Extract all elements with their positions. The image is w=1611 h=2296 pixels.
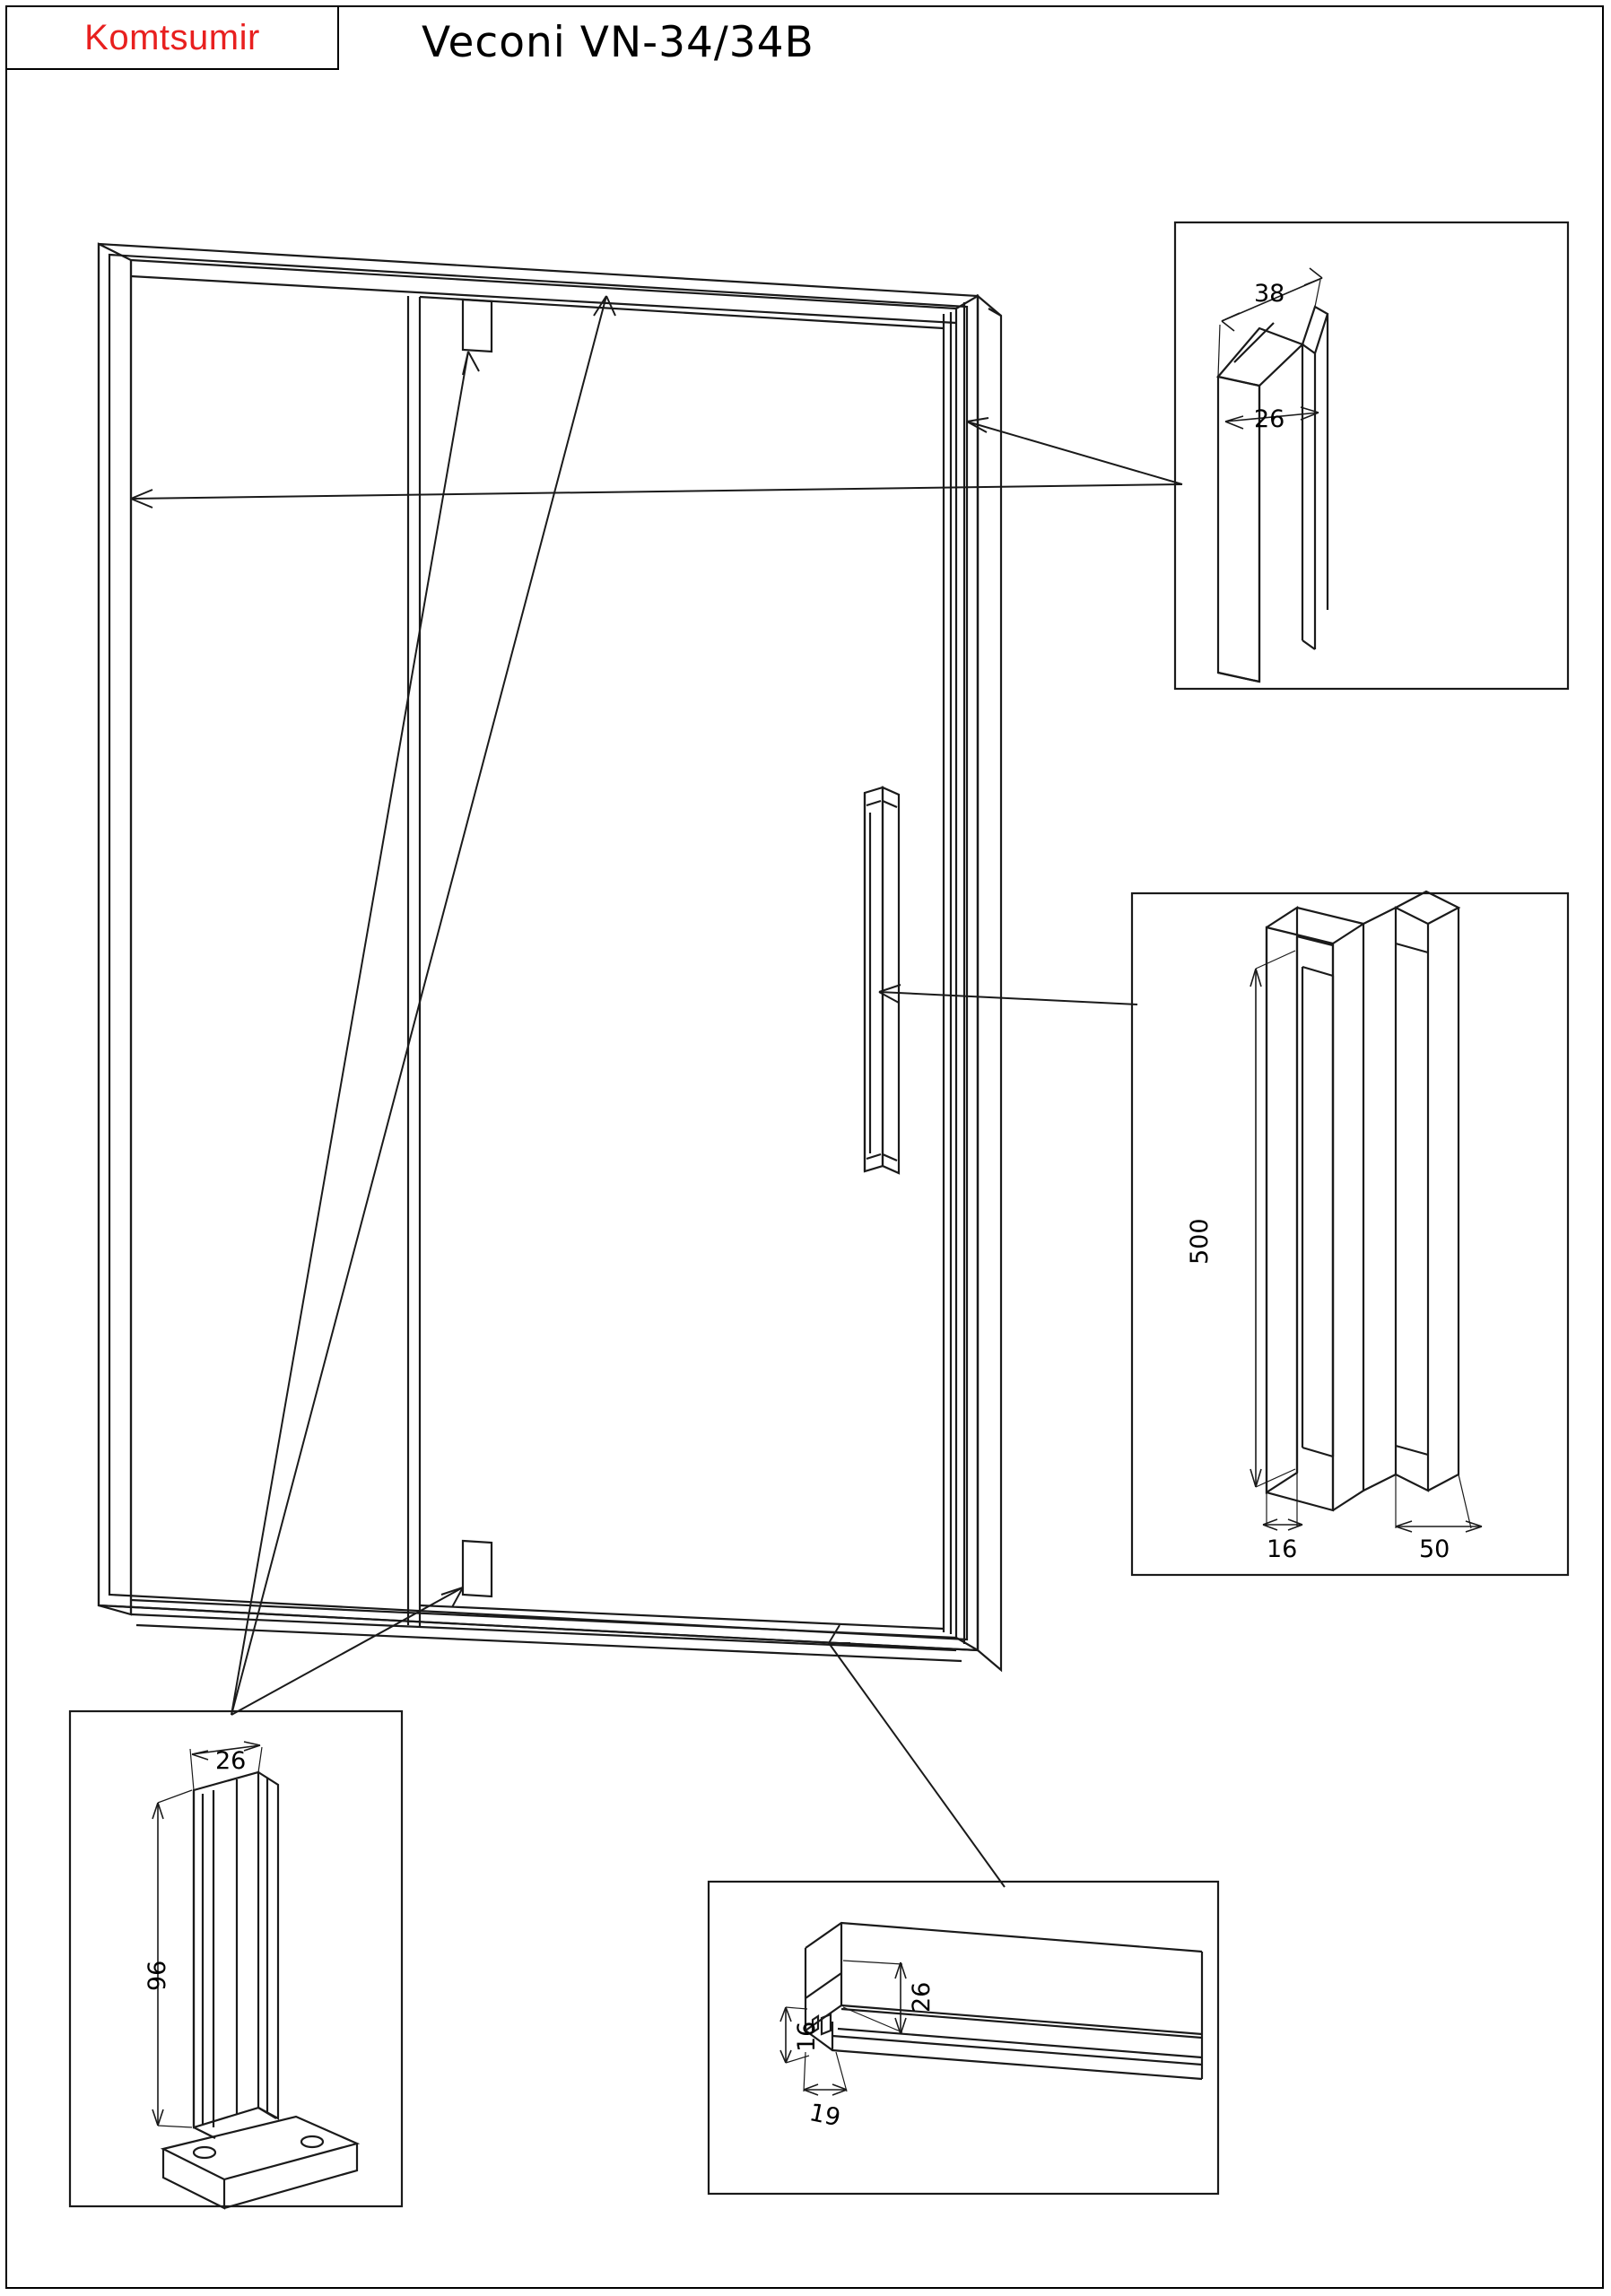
dim-label-500: 500 bbox=[1186, 1218, 1214, 1265]
dim-label-19: 19 bbox=[806, 2099, 843, 2133]
dim-label-50: 50 bbox=[1419, 1535, 1450, 1563]
dim-label-16-handle: 16 bbox=[1267, 1535, 1298, 1563]
dim-label-96: 96 bbox=[144, 1960, 171, 1991]
brand-label: Komtsumir bbox=[84, 17, 260, 57]
dim-label-16-rail: 16 bbox=[793, 2021, 821, 2052]
main-view-geometry bbox=[99, 244, 1001, 1670]
page-title: Veconi VN-34/34B bbox=[422, 18, 814, 67]
dim-label-26-hinge: 26 bbox=[215, 1747, 247, 1775]
dim-label-38: 38 bbox=[1254, 280, 1285, 308]
dim-label-26-rail: 26 bbox=[908, 1981, 936, 2013]
wall-profile-detail-box bbox=[1175, 222, 1568, 689]
dim-label-26-profile: 26 bbox=[1254, 405, 1285, 433]
hinge-bracket-detail-box bbox=[70, 1711, 402, 2208]
bottom-rail-detail-box bbox=[709, 1882, 1218, 2194]
